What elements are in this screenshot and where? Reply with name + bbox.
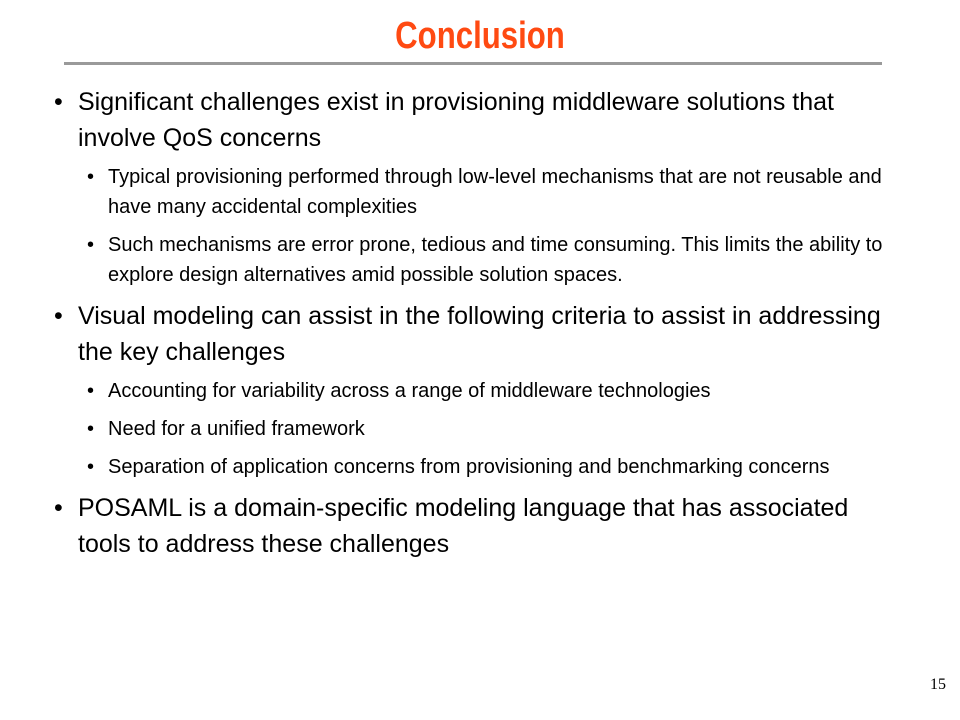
slide-title: Conclusion (395, 15, 565, 57)
bullet-1-subitems (0, 162, 960, 290)
bullet-dot-icon: • (54, 88, 63, 116)
bullet-dot-icon: • (87, 234, 95, 256)
bullet-2-sub-2-text: Need for a unified framework (108, 418, 365, 440)
bullet-3-text: POSAML is a domain-specific modeling language that has associated tools to address these challenges (78, 494, 849, 558)
bullet-dot-icon: • (87, 166, 95, 188)
bullet-2-sub-1-text: Accounting for variability across a range of middleware technologies (108, 380, 711, 402)
bullet-2-subitems (0, 376, 960, 482)
bullet-2-sub-1 (0, 376, 960, 406)
bullet-2 (0, 298, 960, 370)
bullet-1-sub-2-text: Such mechanisms are error prone, tedious and time consuming. This limits the ability to explore design alternatives amid possible solution spaces. (108, 234, 883, 286)
bullet-2-sub-3 (0, 452, 960, 482)
bullet-dot-icon: • (87, 380, 95, 402)
page-number: 15 (930, 676, 946, 693)
slide-content (0, 84, 960, 568)
bullet-1-text: Significant challenges exist in provisioning middleware solutions that involve QoS concerns (78, 88, 834, 152)
bullet-2-sub-2 (0, 414, 960, 444)
bullet-dot-icon: • (87, 456, 95, 478)
bullet-dot-icon: • (54, 302, 63, 330)
bullet-1-sub-2 (0, 230, 960, 290)
bullet-1-sub-1 (0, 162, 960, 222)
bullet-dot-icon: • (87, 418, 95, 440)
bullet-3 (0, 490, 960, 562)
title-divider (64, 62, 882, 65)
bullet-1 (0, 84, 960, 156)
bullet-dot-icon: • (54, 494, 63, 522)
bullet-2-sub-3-text: Separation of application concerns from provisioning and benchmarking concerns (108, 456, 830, 478)
bullet-2-text: Visual modeling can assist in the following criteria to assist in addressing the key challenges (78, 302, 881, 366)
bullet-1-sub-1-text: Typical provisioning performed through low-level mechanisms that are not reusable and have many accidental complexities (108, 166, 882, 218)
